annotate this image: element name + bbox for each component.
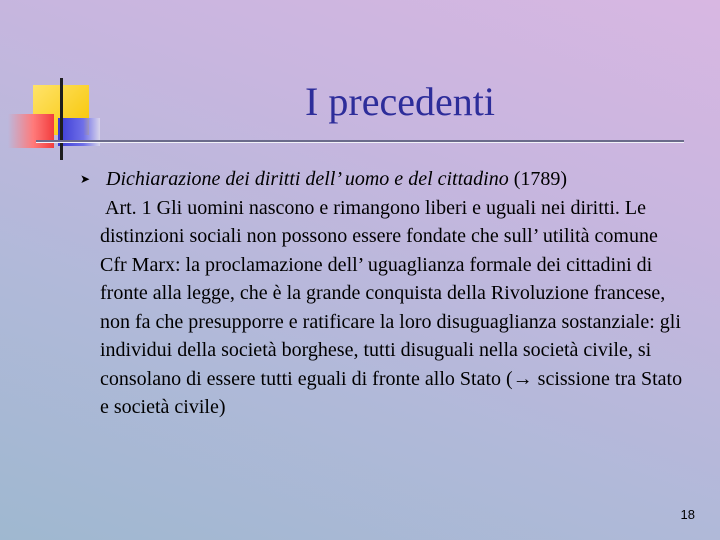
color-squares-logo (0, 0, 110, 170)
title-divider-highlight (36, 142, 684, 143)
page-number: 18 (680, 507, 695, 522)
marx-quote: Cfr Marx: la proclamazione dell’ uguaglianza formale dei cittadini di fronte alla legge, che è la grande conquista della Rivoluzione francese, non fa che presupporre e ratificare la loro disuguaglianza sostanziale: gli individui della società borghese, tutti disuguali nella società civile, si consolano di essere tutti eguali di fronte allo Stato (→ scissione tra Stato e società civile) (100, 253, 683, 418)
slide-body (80, 165, 690, 422)
declaration-year: (1789) (508, 168, 568, 190)
declaration-title: Dichiarazione dei diritti dell’ uomo e del cittadino (106, 168, 509, 190)
bullet-item (80, 165, 690, 194)
vertical-rule (60, 78, 63, 160)
article-text (100, 194, 690, 251)
article-text-content: Art. 1 Gli uomini nascono e rimangono liberi e uguali nei diritti. Le distinzioni sociali non possono essere fondate che sull’ utilità comune (100, 196, 658, 247)
arrow-bullet-icon: ➤ (80, 172, 91, 186)
slide-title: I precedenti (305, 79, 495, 124)
